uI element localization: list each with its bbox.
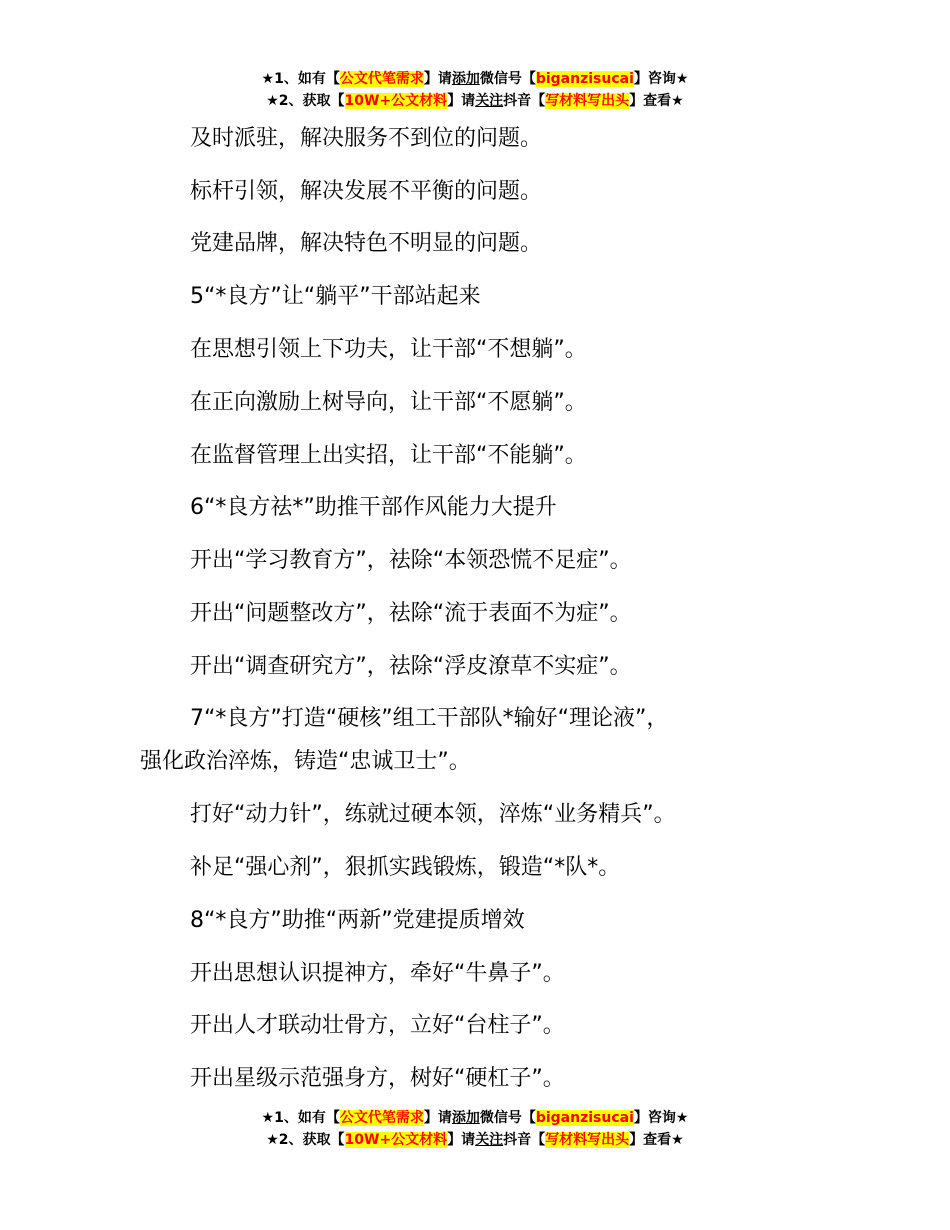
paragraph: 开出“学习教育方”，祛除“本领恐慌不足症”。 (190, 548, 632, 573)
paragraph: 在正向激励上树导向，让干部“不愿躺”。 (190, 390, 587, 415)
paragraph: 开出星级示范强身方，树好“硬杠子”。 (190, 1066, 565, 1091)
paragraph: 补足“强心剂”，狠抓实践锻炼，锻造“*队*。 (190, 855, 621, 880)
paragraph: 开出“调查研究方”，祛除“浮皮潦草不实症”。 (190, 654, 632, 679)
header-banner (0, 68, 950, 112)
paragraph: 标杆引领，解决发展不平衡的问题。 (190, 179, 543, 204)
paragraph: 开出人才联动壮骨方，立好“台柱子”。 (190, 1013, 565, 1038)
paragraph: 党建品牌，解决特色不明显的问题。 (190, 231, 543, 256)
paragraph: 及时派驻，解决服务不到位的问题。 (190, 126, 543, 151)
section-heading: 8“*良方”助推“两新”党建提质增效 (190, 908, 525, 933)
banner-line-1: ★1、如有【公文代笔需求】请添加微信号【biganzisucai】咨询★ (261, 1110, 689, 1126)
banner-line-2: ★2、获取【10W+公文材料】请关注抖音【写材料写出头】查看★ (266, 1132, 684, 1148)
paragraph: 在思想引领上下功夫，让干部“不想躺”。 (190, 337, 587, 362)
paragraph-continuation: 强化政治淬炼，铸造“忠诚卫士”。 (140, 749, 471, 774)
paragraph: 开出“问题整改方”，祛除“流于表面不为症”。 (190, 601, 632, 626)
section-heading: 5“*良方”让“躺平”干部站起来 (190, 284, 481, 309)
footer-banner (0, 1107, 950, 1151)
section-heading: 6“*良方祛*”助推干部作风能力大提升 (190, 495, 557, 520)
section-heading: 7“*良方”打造“硬核”组工干部队*输好“理论液”， (190, 706, 669, 731)
banner-line-2: ★2、获取【10W+公文材料】请关注抖音【写材料写出头】查看★ (266, 93, 684, 109)
paragraph: 在监督管理上出实招，让干部“不能躺”。 (190, 443, 587, 468)
paragraph: 开出思想认识提神方，牵好“牛鼻子”。 (190, 961, 565, 986)
banner-line-1: ★1、如有【公文代笔需求】请添加微信号【biganzisucai】咨询★ (261, 71, 689, 87)
paragraph: 打好“动力针”，练就过硬本领，淬炼“业务精兵”。 (190, 802, 676, 827)
